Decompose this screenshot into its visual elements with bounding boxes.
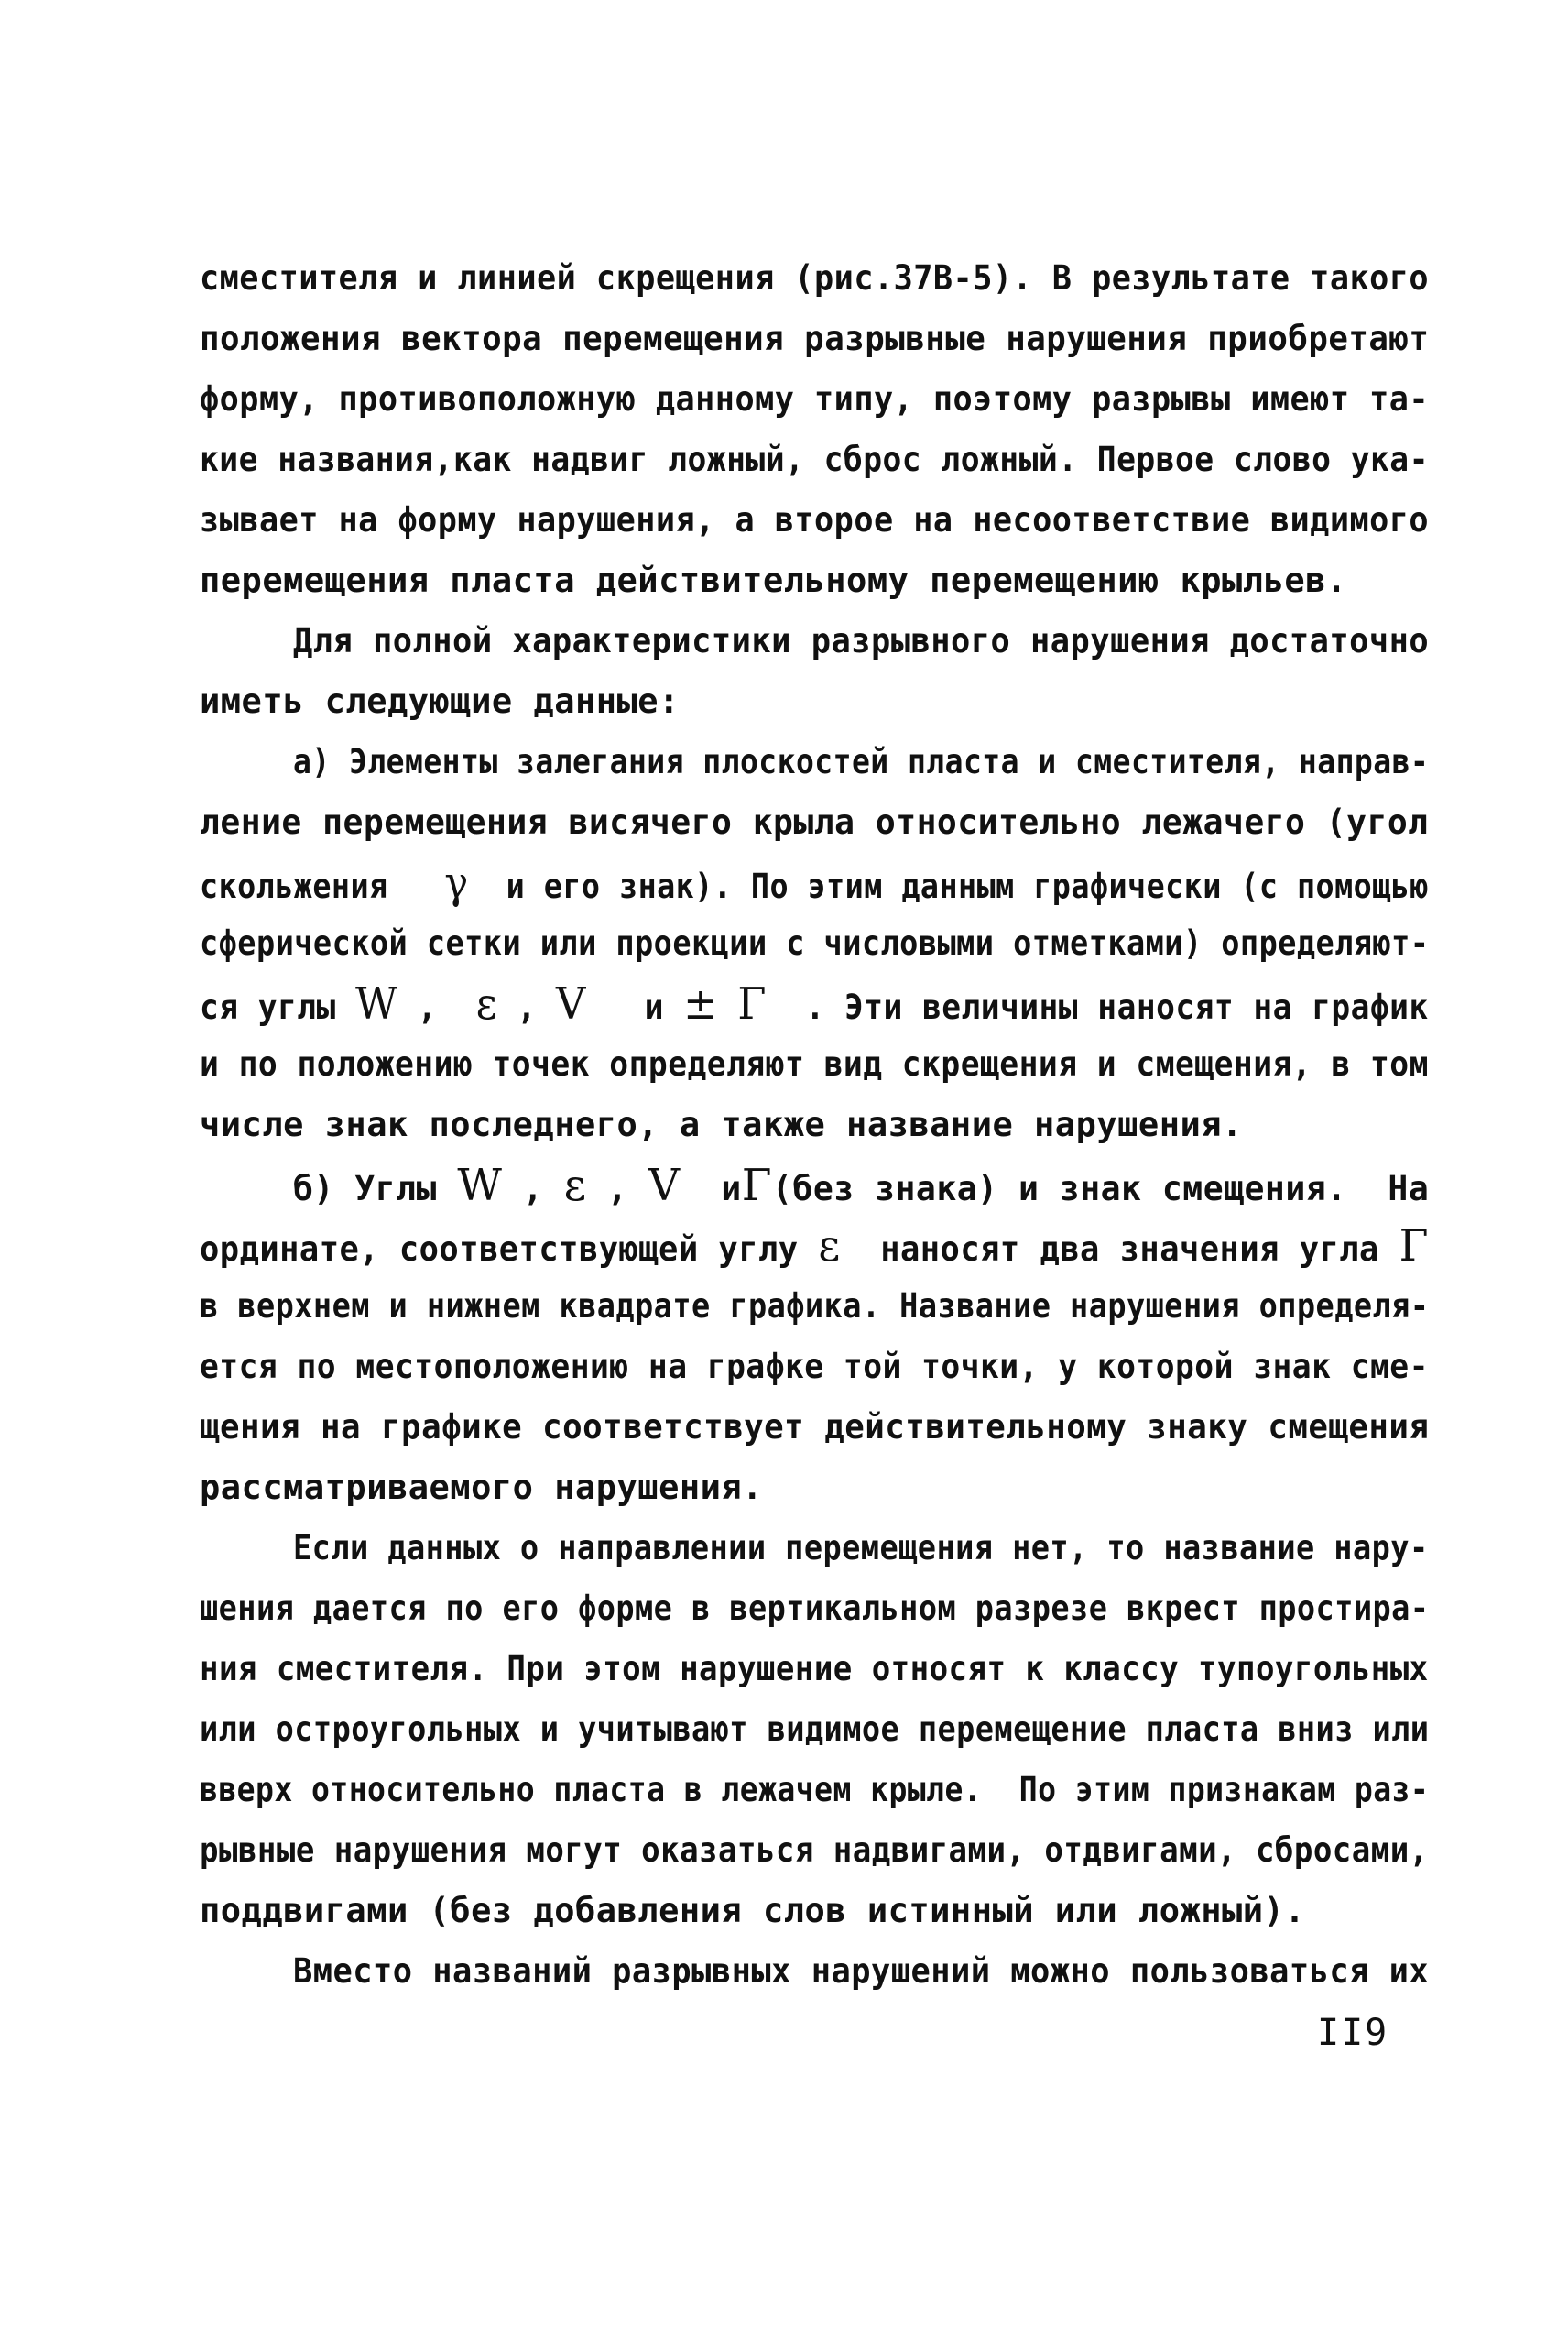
text-line: зывает на форму нарушения, а второе на несоответствие видимого xyxy=(200,500,1430,540)
text-segment: (без знака) и знак смещения. На xyxy=(772,1169,1430,1208)
w-symbol: W xyxy=(457,1160,503,1211)
text-line: в верхнем и нижнем квадрате графика. Название нарушения определя- xyxy=(200,1286,1430,1326)
v-symbol: V xyxy=(556,978,586,1030)
text-line: а) Элементы залегания плоскостей пласта и сместителя, направ- xyxy=(293,742,1430,781)
text-line: перемещения пласта действительному перемещению крыльев. xyxy=(200,561,1347,600)
text-line: Вместо названий разрывных нарушений можно пользоваться их xyxy=(293,1951,1430,1991)
text-line: и по положению точек определяют вид скрещения и смещения, в том xyxy=(200,1044,1429,1084)
text-line: ется по местоположению на графке той точки, у которой знак сме- xyxy=(200,1347,1429,1386)
page-number: II9 xyxy=(1317,2012,1389,2054)
text-segment: и xyxy=(721,1169,742,1208)
text-line: ния сместителя. При этом нарушение относят к классу тупоугольных xyxy=(200,1649,1429,1688)
text-segment: и его знак). По этим данным графически (с помощью xyxy=(506,867,1429,906)
epsilon-symbol: ε xyxy=(563,1160,587,1211)
text-segment: ординате, соответствующей углу xyxy=(200,1229,799,1269)
text-line: сферической сетки или проекции с числовыми отметками) определяют- xyxy=(200,923,1430,963)
epsilon-symbol: ε xyxy=(818,1220,841,1272)
capital-gamma-symbol: Γ xyxy=(1399,1220,1429,1272)
text-line: кие названия,как надвиг ложный, сброс ложный. Первое слово ука- xyxy=(200,440,1429,479)
text-line: ление перемещения висячего крыла относительно лежачего (угол xyxy=(200,803,1429,842)
separator: , xyxy=(522,1169,544,1208)
w-symbol: W xyxy=(355,978,398,1030)
text-segment: ся углы xyxy=(200,988,336,1027)
capital-gamma-symbol: Γ xyxy=(741,1160,773,1211)
text-line-with-symbol xyxy=(200,857,1429,909)
text-line-with-symbol xyxy=(200,1220,1429,1272)
text-line: или остроугольных и учитывают видимое перемещение пласта вниз или xyxy=(200,1709,1430,1749)
separator: , xyxy=(517,988,537,1027)
text-line: положения вектора перемещения разрывные нарушения приобретают xyxy=(200,319,1430,358)
text-line: шения дается по его форме в вертикальном разрезе вкрест простира- xyxy=(200,1589,1430,1628)
text-line: числе знак последнего, а также название нарушения. xyxy=(200,1105,1243,1144)
separator: , xyxy=(417,988,438,1027)
plus-minus-symbol: ± xyxy=(683,978,719,1030)
text-line-with-symbol xyxy=(293,1160,1430,1211)
text-segment: . Эти величины наносят на график xyxy=(805,988,1429,1027)
text-line: вверх относительно пласта в лежачем крыле. По этим признакам раз- xyxy=(200,1770,1430,1809)
text-line: рывные нарушения могут оказаться надвигами, отдвигами, сбросами, xyxy=(200,1830,1429,1870)
text-line: иметь следующие данные: xyxy=(200,682,680,721)
text-line: Если данных о направлении перемещения нет, то название нару- xyxy=(293,1528,1429,1567)
text-line: форму, противоположную данному типу, поэтому разрывы имеют та- xyxy=(200,379,1430,419)
text-line: Для полной характеристики разрывного нарушения достаточно xyxy=(293,621,1430,661)
text-segment: и xyxy=(644,988,664,1027)
text-line: щения на графике соответствует действительному знаку смещения xyxy=(200,1407,1430,1447)
separator: , xyxy=(607,1169,628,1208)
text-line: сместителя и линией скрещения (рис.37В-5). В результате такого xyxy=(200,258,1430,298)
capital-gamma-symbol: Γ xyxy=(737,978,767,1030)
text-segment: скольжения xyxy=(200,867,388,906)
text-line: поддвигами (без добавления слов истинный или ложный). xyxy=(200,1891,1306,1930)
text-segment: наносят два значения угла xyxy=(880,1229,1379,1269)
gamma-symbol: γ xyxy=(444,857,469,909)
v-symbol: V xyxy=(648,1160,681,1211)
text-segment: б) Углы xyxy=(293,1169,437,1208)
text-line-with-symbol xyxy=(200,978,1429,1030)
text-line: рассматриваемого нарушения. xyxy=(200,1468,763,1507)
epsilon-symbol: ε xyxy=(475,978,498,1030)
